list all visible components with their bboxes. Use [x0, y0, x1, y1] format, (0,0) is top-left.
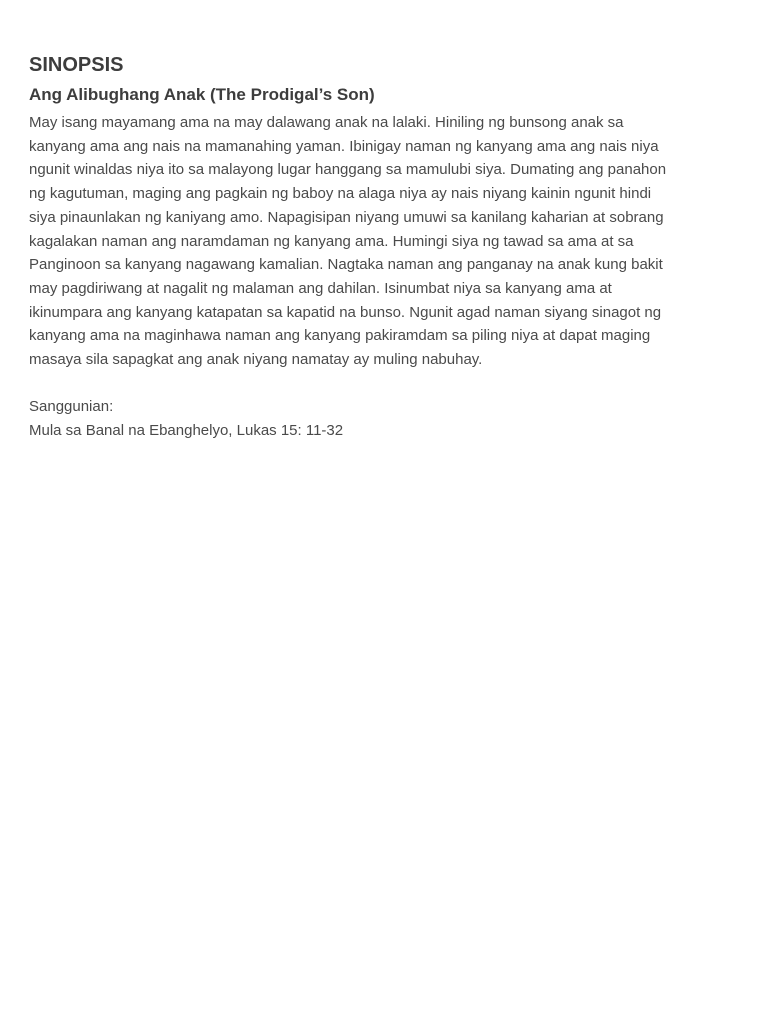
document-subtitle: Ang Alibughang Anak (The Prodigal’s Son): [29, 85, 375, 104]
synopsis-paragraph: May isang mayamang ama na may dalawang anak na lalaki. Hiniling ng bunsong anak sa kanyang ama ang nais na mamanahing yaman. Ibinigay naman ng kanyang ama ang nais niya ngunit winaldas niya ito sa malayong lugar hanggang sa mamulubi siya. Dumating ang panahon ng kagutuman, maging ang pagkain ng baboy na alaga niya ay nais niyang kainin ngunit hindi siya pinaunlakan ng kaniyang amo. Napagisipan niyang umuwi sa kanilang kaharian at sobrang kagalakan naman ang naramdaman ng kanyang ama. Humingi siya ng tawad sa ama at sa Panginoon sa kanyang nagawang kamalian. Nagtaka naman ang panganay na anak kung bakit may pagdiriwang at nagalit ng malaman ang dahilan. Isinumbat niya sa kanyang ama at ikinumpara ang kanyang katapatan sa kapatid na bunso. Ngunit agad naman siyang sinagot ng kanyang ama na maginhawa naman ang kanyang pakiramdam sa piling niya at dapat maging masaya sila sapagkat ang anak niyang namatay ay muling nabuhay.: [29, 114, 667, 369]
document-title: SINOPSIS: [29, 54, 124, 76]
reference-block: [29, 395, 744, 443]
reference-label: Sanggunian:: [29, 397, 114, 415]
document-page: [29, 52, 744, 443]
reference-source: Mula sa Banal na Ebanghelyo, Lukas 15: 11-32: [29, 421, 344, 439]
